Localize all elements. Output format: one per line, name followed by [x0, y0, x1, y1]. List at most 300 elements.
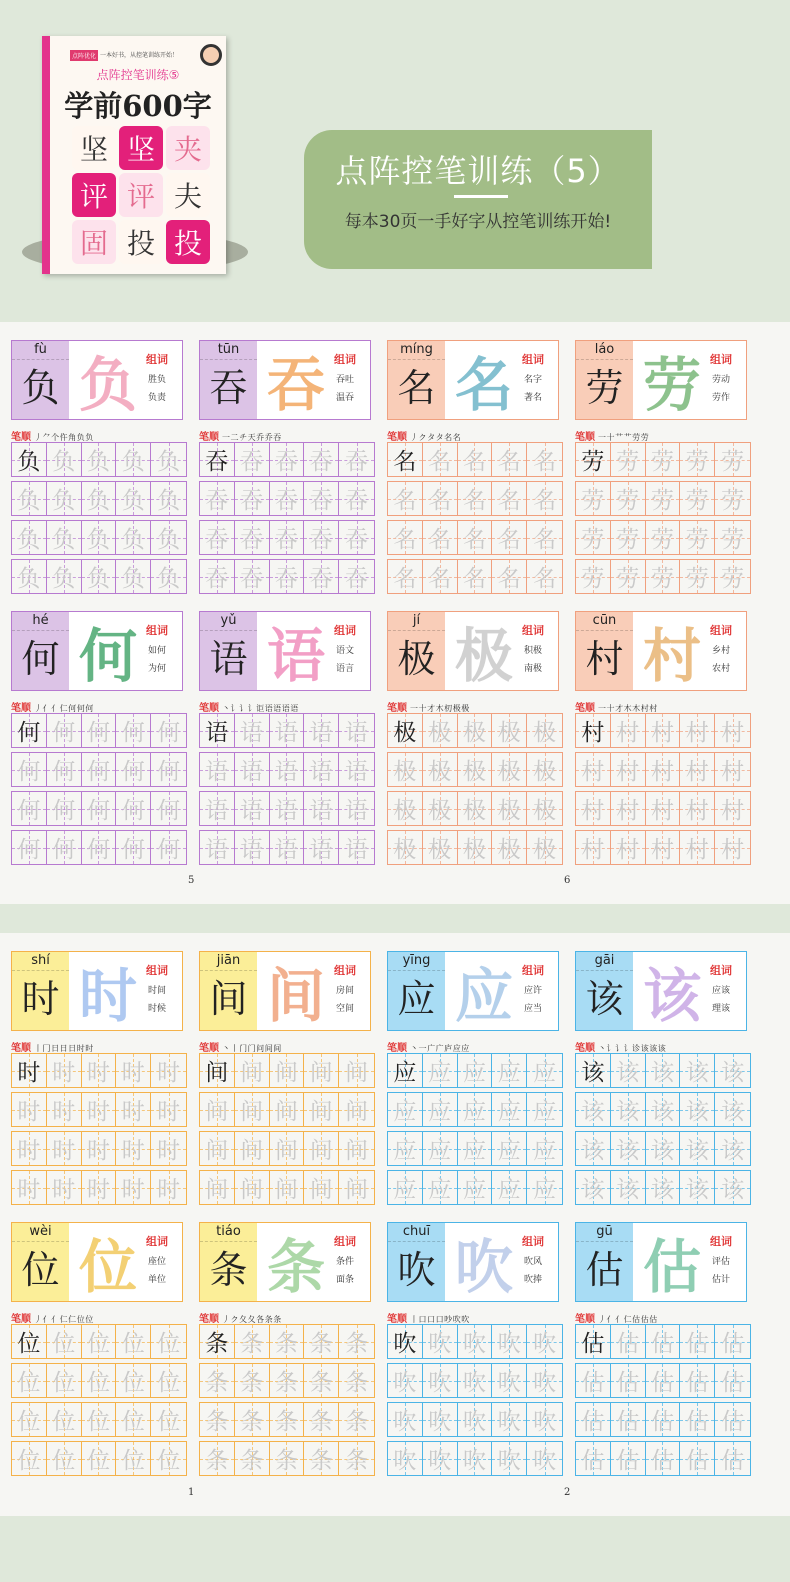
practice-cell[interactable] [82, 1364, 117, 1397]
practice-cell[interactable] [423, 482, 458, 515]
practice-cell[interactable] [680, 1054, 715, 1087]
practice-cell[interactable] [576, 1132, 611, 1165]
practice-cell[interactable] [82, 1093, 117, 1126]
practice-cell[interactable] [680, 1171, 715, 1204]
practice-cell[interactable] [151, 443, 186, 476]
practice-cell[interactable] [47, 1403, 82, 1436]
practice-cell[interactable] [12, 443, 47, 476]
practice-cell[interactable] [646, 482, 681, 515]
practice-cell[interactable] [304, 443, 339, 476]
practice-cell[interactable] [527, 831, 562, 864]
practice-cell[interactable] [646, 1093, 681, 1126]
practice-cell[interactable] [423, 753, 458, 786]
practice-cell[interactable] [576, 1093, 611, 1126]
practice-cell[interactable] [116, 1364, 151, 1397]
practice-cell[interactable] [270, 482, 305, 515]
practice-cell[interactable] [151, 1403, 186, 1436]
practice-cell[interactable] [527, 1442, 562, 1475]
practice-cell[interactable] [339, 1054, 374, 1087]
practice-cell[interactable] [680, 443, 715, 476]
practice-cell[interactable] [715, 1054, 750, 1087]
practice-cell[interactable] [492, 1093, 527, 1126]
practice-cell[interactable] [270, 1132, 305, 1165]
practice-cell[interactable] [151, 1054, 186, 1087]
practice-cell[interactable] [423, 560, 458, 593]
practice-cell[interactable] [611, 831, 646, 864]
practice-cell[interactable] [339, 1403, 374, 1436]
practice-cell[interactable] [47, 1442, 82, 1475]
practice-cell[interactable] [576, 753, 611, 786]
practice-cell[interactable] [646, 521, 681, 554]
practice-cell[interactable] [304, 482, 339, 515]
practice-cell[interactable] [423, 1325, 458, 1358]
practice-cell[interactable] [339, 521, 374, 554]
practice-cell[interactable] [611, 1364, 646, 1397]
practice-cell[interactable] [423, 792, 458, 825]
practice-cell[interactable] [646, 560, 681, 593]
practice-cell[interactable] [82, 753, 117, 786]
practice-cell[interactable] [235, 1132, 270, 1165]
practice-cell[interactable] [304, 1403, 339, 1436]
practice-cell[interactable] [680, 1132, 715, 1165]
practice-cell[interactable] [680, 1364, 715, 1397]
practice-cell[interactable] [576, 1325, 611, 1358]
practice-cell[interactable] [270, 1325, 305, 1358]
practice-cell[interactable] [388, 1054, 423, 1087]
practice-cell[interactable] [200, 792, 235, 825]
practice-cell[interactable] [339, 482, 374, 515]
practice-cell[interactable] [339, 1093, 374, 1126]
practice-cell[interactable] [116, 792, 151, 825]
practice-cell[interactable] [200, 560, 235, 593]
practice-cell[interactable] [270, 1171, 305, 1204]
practice-cell[interactable] [12, 792, 47, 825]
practice-cell[interactable] [47, 521, 82, 554]
practice-cell[interactable] [82, 831, 117, 864]
practice-cell[interactable] [576, 443, 611, 476]
practice-cell[interactable] [527, 1093, 562, 1126]
practice-cell[interactable] [116, 1093, 151, 1126]
practice-cell[interactable] [680, 1325, 715, 1358]
practice-cell[interactable] [12, 1442, 47, 1475]
practice-cell[interactable] [82, 1171, 117, 1204]
practice-cell[interactable] [235, 1442, 270, 1475]
practice-cell[interactable] [339, 1364, 374, 1397]
practice-cell[interactable] [270, 753, 305, 786]
practice-cell[interactable] [270, 560, 305, 593]
practice-cell[interactable] [492, 560, 527, 593]
practice-cell[interactable] [492, 1325, 527, 1358]
practice-cell[interactable] [388, 792, 423, 825]
practice-cell[interactable] [200, 1093, 235, 1126]
practice-cell[interactable] [611, 1403, 646, 1436]
practice-cell[interactable] [304, 1364, 339, 1397]
practice-cell[interactable] [715, 1442, 750, 1475]
practice-cell[interactable] [47, 753, 82, 786]
practice-cell[interactable] [47, 1325, 82, 1358]
practice-cell[interactable] [492, 792, 527, 825]
practice-cell[interactable] [715, 1364, 750, 1397]
practice-cell[interactable] [82, 560, 117, 593]
practice-cell[interactable] [680, 1403, 715, 1436]
practice-cell[interactable] [200, 482, 235, 515]
practice-cell[interactable] [151, 1364, 186, 1397]
practice-cell[interactable] [423, 1054, 458, 1087]
practice-cell[interactable] [12, 1325, 47, 1358]
practice-cell[interactable] [715, 482, 750, 515]
practice-cell[interactable] [235, 560, 270, 593]
practice-cell[interactable] [458, 560, 493, 593]
practice-cell[interactable] [116, 1403, 151, 1436]
practice-cell[interactable] [82, 443, 117, 476]
practice-cell[interactable] [715, 753, 750, 786]
practice-cell[interactable] [646, 1171, 681, 1204]
practice-cell[interactable] [576, 1171, 611, 1204]
practice-cell[interactable] [47, 1054, 82, 1087]
practice-cell[interactable] [200, 443, 235, 476]
practice-cell[interactable] [388, 1364, 423, 1397]
practice-cell[interactable] [576, 1364, 611, 1397]
practice-cell[interactable] [715, 1093, 750, 1126]
practice-cell[interactable] [200, 1054, 235, 1087]
practice-cell[interactable] [270, 443, 305, 476]
practice-cell[interactable] [339, 1442, 374, 1475]
practice-cell[interactable] [423, 1442, 458, 1475]
practice-cell[interactable] [388, 1093, 423, 1126]
practice-cell[interactable] [576, 482, 611, 515]
practice-cell[interactable] [576, 714, 611, 747]
practice-cell[interactable] [12, 1054, 47, 1087]
practice-cell[interactable] [151, 714, 186, 747]
practice-cell[interactable] [388, 714, 423, 747]
practice-cell[interactable] [235, 521, 270, 554]
practice-cell[interactable] [151, 1093, 186, 1126]
practice-cell[interactable] [235, 1403, 270, 1436]
practice-cell[interactable] [492, 1442, 527, 1475]
practice-cell[interactable] [82, 1442, 117, 1475]
practice-cell[interactable] [47, 482, 82, 515]
practice-cell[interactable] [715, 792, 750, 825]
practice-cell[interactable] [388, 521, 423, 554]
practice-cell[interactable] [527, 560, 562, 593]
practice-cell[interactable] [680, 521, 715, 554]
practice-cell[interactable] [492, 714, 527, 747]
practice-cell[interactable] [576, 792, 611, 825]
practice-cell[interactable] [646, 1054, 681, 1087]
practice-cell[interactable] [576, 521, 611, 554]
practice-cell[interactable] [304, 1325, 339, 1358]
practice-cell[interactable] [458, 482, 493, 515]
practice-cell[interactable] [235, 831, 270, 864]
practice-cell[interactable] [527, 1403, 562, 1436]
practice-cell[interactable] [235, 1054, 270, 1087]
practice-cell[interactable] [527, 714, 562, 747]
practice-cell[interactable] [235, 443, 270, 476]
practice-cell[interactable] [47, 1364, 82, 1397]
practice-cell[interactable] [680, 560, 715, 593]
practice-cell[interactable] [611, 1325, 646, 1358]
practice-cell[interactable] [235, 1364, 270, 1397]
practice-cell[interactable] [82, 714, 117, 747]
practice-cell[interactable] [527, 1054, 562, 1087]
practice-cell[interactable] [576, 1054, 611, 1087]
practice-cell[interactable] [680, 792, 715, 825]
practice-cell[interactable] [527, 482, 562, 515]
practice-cell[interactable] [423, 1132, 458, 1165]
practice-cell[interactable] [304, 831, 339, 864]
practice-cell[interactable] [235, 1093, 270, 1126]
practice-cell[interactable] [82, 482, 117, 515]
practice-cell[interactable] [82, 521, 117, 554]
practice-cell[interactable] [576, 560, 611, 593]
practice-cell[interactable] [492, 1403, 527, 1436]
practice-cell[interactable] [611, 753, 646, 786]
practice-cell[interactable] [116, 1171, 151, 1204]
practice-cell[interactable] [47, 560, 82, 593]
practice-cell[interactable] [423, 1364, 458, 1397]
practice-cell[interactable] [47, 792, 82, 825]
practice-cell[interactable] [680, 1442, 715, 1475]
practice-cell[interactable] [116, 482, 151, 515]
practice-cell[interactable] [492, 1054, 527, 1087]
practice-cell[interactable] [304, 753, 339, 786]
practice-cell[interactable] [82, 1054, 117, 1087]
practice-cell[interactable] [270, 714, 305, 747]
practice-cell[interactable] [492, 482, 527, 515]
practice-cell[interactable] [200, 714, 235, 747]
practice-cell[interactable] [646, 443, 681, 476]
practice-cell[interactable] [611, 1442, 646, 1475]
practice-cell[interactable] [611, 792, 646, 825]
practice-cell[interactable] [200, 1403, 235, 1436]
practice-cell[interactable] [339, 831, 374, 864]
practice-cell[interactable] [715, 560, 750, 593]
practice-cell[interactable] [715, 521, 750, 554]
practice-cell[interactable] [458, 831, 493, 864]
practice-cell[interactable] [47, 831, 82, 864]
practice-cell[interactable] [646, 714, 681, 747]
practice-cell[interactable] [200, 1132, 235, 1165]
practice-cell[interactable] [458, 1132, 493, 1165]
practice-cell[interactable] [12, 1364, 47, 1397]
practice-cell[interactable] [423, 831, 458, 864]
practice-cell[interactable] [339, 443, 374, 476]
practice-cell[interactable] [116, 1054, 151, 1087]
practice-cell[interactable] [492, 443, 527, 476]
practice-cell[interactable] [116, 521, 151, 554]
practice-cell[interactable] [47, 443, 82, 476]
practice-cell[interactable] [458, 521, 493, 554]
practice-cell[interactable] [611, 560, 646, 593]
practice-cell[interactable] [458, 1364, 493, 1397]
practice-cell[interactable] [12, 1403, 47, 1436]
practice-cell[interactable] [388, 482, 423, 515]
practice-cell[interactable] [304, 1132, 339, 1165]
practice-cell[interactable] [680, 714, 715, 747]
practice-cell[interactable] [339, 1171, 374, 1204]
practice-cell[interactable] [458, 1403, 493, 1436]
practice-cell[interactable] [715, 1325, 750, 1358]
practice-cell[interactable] [151, 831, 186, 864]
practice-cell[interactable] [12, 521, 47, 554]
practice-cell[interactable] [151, 1132, 186, 1165]
practice-cell[interactable] [151, 1325, 186, 1358]
practice-cell[interactable] [492, 831, 527, 864]
practice-cell[interactable] [304, 560, 339, 593]
practice-cell[interactable] [47, 714, 82, 747]
practice-cell[interactable] [527, 1364, 562, 1397]
practice-cell[interactable] [527, 443, 562, 476]
practice-cell[interactable] [680, 482, 715, 515]
practice-cell[interactable] [715, 1171, 750, 1204]
practice-cell[interactable] [47, 1093, 82, 1126]
practice-cell[interactable] [116, 831, 151, 864]
practice-cell[interactable] [270, 1442, 305, 1475]
practice-cell[interactable] [715, 443, 750, 476]
practice-cell[interactable] [646, 1403, 681, 1436]
practice-cell[interactable] [388, 1171, 423, 1204]
practice-cell[interactable] [47, 1132, 82, 1165]
practice-cell[interactable] [388, 831, 423, 864]
practice-cell[interactable] [82, 792, 117, 825]
practice-cell[interactable] [151, 792, 186, 825]
practice-cell[interactable] [527, 1325, 562, 1358]
practice-cell[interactable] [492, 521, 527, 554]
practice-cell[interactable] [304, 714, 339, 747]
practice-cell[interactable] [304, 521, 339, 554]
practice-cell[interactable] [458, 1171, 493, 1204]
practice-cell[interactable] [423, 521, 458, 554]
practice-cell[interactable] [646, 753, 681, 786]
practice-cell[interactable] [304, 1442, 339, 1475]
practice-cell[interactable] [12, 1132, 47, 1165]
practice-cell[interactable] [680, 753, 715, 786]
practice-cell[interactable] [423, 1093, 458, 1126]
practice-cell[interactable] [116, 560, 151, 593]
practice-cell[interactable] [458, 1093, 493, 1126]
practice-cell[interactable] [304, 792, 339, 825]
practice-cell[interactable] [680, 831, 715, 864]
practice-cell[interactable] [527, 1171, 562, 1204]
practice-cell[interactable] [235, 792, 270, 825]
practice-cell[interactable] [116, 443, 151, 476]
practice-cell[interactable] [12, 482, 47, 515]
practice-cell[interactable] [304, 1093, 339, 1126]
practice-cell[interactable] [12, 560, 47, 593]
practice-cell[interactable] [458, 443, 493, 476]
practice-cell[interactable] [82, 1403, 117, 1436]
practice-cell[interactable] [12, 1171, 47, 1204]
practice-cell[interactable] [200, 1325, 235, 1358]
practice-cell[interactable] [200, 1364, 235, 1397]
practice-cell[interactable] [611, 482, 646, 515]
practice-cell[interactable] [270, 831, 305, 864]
practice-cell[interactable] [458, 792, 493, 825]
practice-cell[interactable] [423, 443, 458, 476]
practice-cell[interactable] [715, 1132, 750, 1165]
practice-cell[interactable] [527, 753, 562, 786]
practice-cell[interactable] [339, 560, 374, 593]
practice-cell[interactable] [527, 521, 562, 554]
practice-cell[interactable] [200, 1442, 235, 1475]
practice-cell[interactable] [116, 1132, 151, 1165]
practice-cell[interactable] [388, 1442, 423, 1475]
practice-cell[interactable] [12, 831, 47, 864]
practice-cell[interactable] [611, 443, 646, 476]
practice-cell[interactable] [339, 714, 374, 747]
practice-cell[interactable] [339, 792, 374, 825]
practice-cell[interactable] [388, 560, 423, 593]
practice-cell[interactable] [423, 714, 458, 747]
practice-cell[interactable] [492, 1171, 527, 1204]
practice-cell[interactable] [388, 753, 423, 786]
practice-cell[interactable] [339, 1325, 374, 1358]
practice-cell[interactable] [235, 714, 270, 747]
practice-cell[interactable] [200, 521, 235, 554]
practice-cell[interactable] [646, 792, 681, 825]
practice-cell[interactable] [492, 1364, 527, 1397]
practice-cell[interactable] [458, 1442, 493, 1475]
practice-cell[interactable] [680, 1093, 715, 1126]
practice-cell[interactable] [12, 753, 47, 786]
practice-cell[interactable] [492, 753, 527, 786]
practice-cell[interactable] [235, 1171, 270, 1204]
practice-cell[interactable] [304, 1171, 339, 1204]
practice-cell[interactable] [458, 1054, 493, 1087]
practice-cell[interactable] [12, 1093, 47, 1126]
practice-cell[interactable] [492, 1132, 527, 1165]
practice-cell[interactable] [116, 1325, 151, 1358]
practice-cell[interactable] [82, 1132, 117, 1165]
practice-cell[interactable] [646, 831, 681, 864]
practice-cell[interactable] [646, 1442, 681, 1475]
practice-cell[interactable] [423, 1403, 458, 1436]
practice-cell[interactable] [611, 1093, 646, 1126]
practice-cell[interactable] [235, 482, 270, 515]
practice-cell[interactable] [151, 1171, 186, 1204]
practice-cell[interactable] [611, 1171, 646, 1204]
practice-cell[interactable] [12, 714, 47, 747]
practice-cell[interactable] [576, 1442, 611, 1475]
practice-cell[interactable] [715, 714, 750, 747]
practice-cell[interactable] [576, 831, 611, 864]
practice-cell[interactable] [151, 1442, 186, 1475]
practice-cell[interactable] [458, 1325, 493, 1358]
practice-cell[interactable] [611, 1054, 646, 1087]
practice-cell[interactable] [200, 753, 235, 786]
practice-cell[interactable] [270, 792, 305, 825]
practice-cell[interactable] [82, 1325, 117, 1358]
practice-cell[interactable] [116, 753, 151, 786]
practice-cell[interactable] [611, 1132, 646, 1165]
practice-cell[interactable] [200, 831, 235, 864]
practice-cell[interactable] [611, 521, 646, 554]
practice-cell[interactable] [270, 1403, 305, 1436]
practice-cell[interactable] [339, 753, 374, 786]
practice-cell[interactable] [235, 753, 270, 786]
practice-cell[interactable] [388, 1132, 423, 1165]
practice-cell[interactable] [527, 1132, 562, 1165]
practice-cell[interactable] [458, 714, 493, 747]
practice-cell[interactable] [646, 1325, 681, 1358]
practice-cell[interactable] [388, 1403, 423, 1436]
practice-cell[interactable] [715, 831, 750, 864]
practice-cell[interactable] [611, 714, 646, 747]
practice-cell[interactable] [200, 1171, 235, 1204]
practice-cell[interactable] [235, 1325, 270, 1358]
practice-cell[interactable] [423, 1171, 458, 1204]
practice-cell[interactable] [151, 521, 186, 554]
